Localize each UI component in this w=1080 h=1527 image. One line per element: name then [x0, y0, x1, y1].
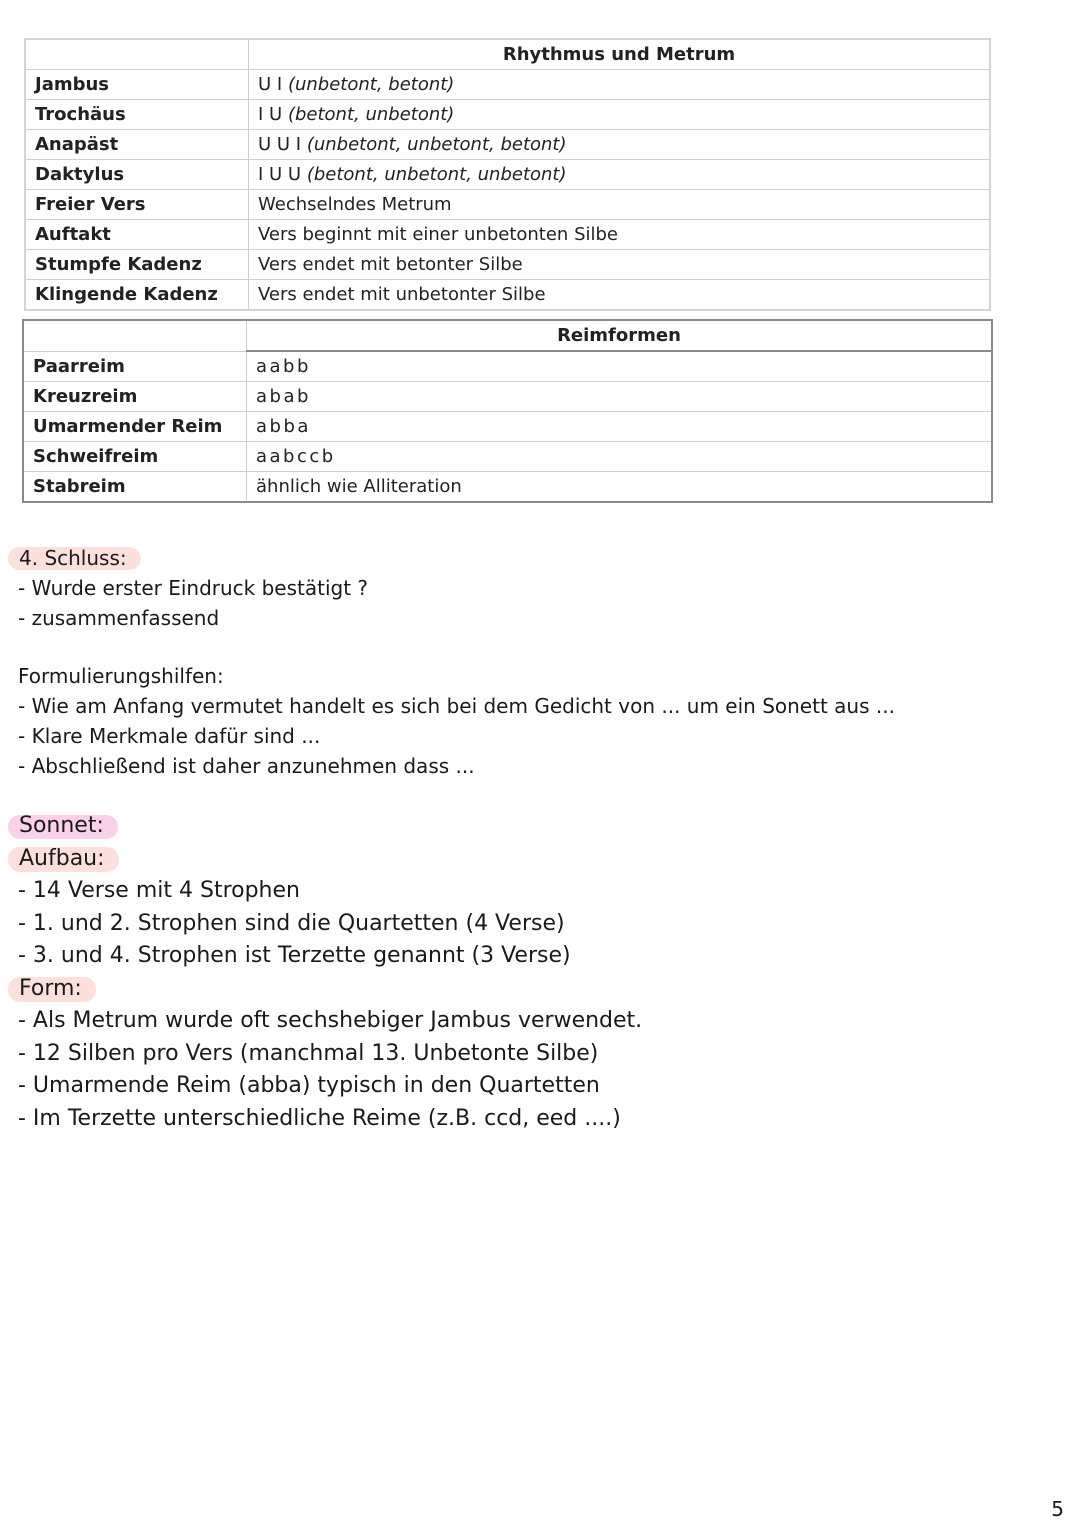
- term-cell: Klingende Kadenz: [25, 280, 249, 311]
- term-cell: Daktylus: [25, 160, 249, 190]
- term-cell: Kreuzreim: [23, 382, 247, 412]
- term-cell: Paarreim: [23, 351, 247, 382]
- table-row: [23, 442, 992, 472]
- formulierungshilfen-section: [18, 661, 895, 781]
- sonnet-heading-line: [18, 810, 642, 843]
- table-row: [25, 160, 990, 190]
- rhythm-metrum-table: [24, 38, 991, 311]
- value-cell: Vers beginnt mit einer unbetonten Silbe: [249, 220, 991, 250]
- list-item: - 12 Silben pro Vers (manchmal 13. Unbetonte Silbe): [18, 1040, 599, 1066]
- aufbau-heading-line: [18, 843, 642, 876]
- list-item: - 3. und 4. Strophen ist Terzette genannt (3 Verse): [18, 943, 571, 968]
- rhyme-scheme-cell: abab: [247, 382, 993, 412]
- list-item: - Im Terzette unterschiedliche Reime (z.B. ccd, eed ....): [18, 1105, 621, 1131]
- list-item: - Als Metrum wurde oft sechshebiger Jambus verwendet.: [18, 1008, 643, 1033]
- form-heading-line: [18, 973, 642, 1006]
- schluss-section: [18, 543, 368, 633]
- meter-description: (betont, unbetont): [287, 104, 455, 125]
- term-cell: Stabreim: [23, 472, 247, 503]
- page-number: 5: [1051, 1497, 1064, 1521]
- meter-description: (betont, unbetont, unbetont): [306, 164, 567, 185]
- term-cell: Schweifreim: [23, 442, 247, 472]
- term-cell: Anapäst: [25, 130, 249, 160]
- reimformen-table: [22, 319, 993, 503]
- table-header-empty: [23, 320, 247, 351]
- table-row: [25, 280, 990, 311]
- rhyme-scheme-cell: aabccb: [247, 442, 993, 472]
- list-item: - Umarmende Reim (abba) typisch in den Quartetten: [18, 1073, 600, 1098]
- value-cell: Wechselndes Metrum: [249, 190, 991, 220]
- list-item: - Wurde erster Eindruck bestätigt ?: [18, 576, 369, 600]
- term-cell: Auftakt: [25, 220, 249, 250]
- meter-symbol: U I: [258, 74, 283, 95]
- meter-symbol: I U: [258, 104, 283, 125]
- table-row: [25, 70, 990, 100]
- table-row: [23, 472, 992, 503]
- schluss-heading: 4. Schluss:: [18, 543, 141, 573]
- list-item: - Wie am Anfang vermutet handelt es sich bei dem Gedicht von ... um ein Sonett aus ...: [18, 694, 895, 718]
- list-item: - 14 Verse mit 4 Strophen: [18, 878, 300, 903]
- list-item: - Klare Merkmale dafür sind ...: [18, 724, 321, 748]
- table-row: [25, 100, 990, 130]
- table-row: [25, 130, 990, 160]
- rhythm-table-title: Rhythmus und Metrum: [249, 39, 991, 70]
- rhyme-scheme-cell: aabb: [247, 351, 993, 382]
- term-cell: Umarmender Reim: [23, 412, 247, 442]
- sonnet-heading: Sonnet:: [18, 810, 118, 843]
- value-cell: Vers endet mit betonter Silbe: [249, 250, 991, 280]
- term-cell: Freier Vers: [25, 190, 249, 220]
- schluss-heading-line: [18, 543, 368, 573]
- term-cell: Trochäus: [25, 100, 249, 130]
- table-header-row: [25, 39, 990, 70]
- value-cell: [249, 130, 991, 160]
- table-header-empty: [25, 39, 249, 70]
- rhyme-scheme-cell: ähnlich wie Alliteration: [247, 472, 993, 503]
- meter-symbol: U U I: [258, 134, 302, 155]
- sonnet-section: [18, 810, 642, 1135]
- meter-symbol: I U U: [258, 164, 302, 185]
- list-item: - Abschließend ist daher anzunehmen dass ...: [18, 754, 475, 778]
- rhyme-scheme-cell: abba: [247, 412, 993, 442]
- term-cell: Jambus: [25, 70, 249, 100]
- list-item: - 1. und 2. Strophen sind die Quartetten (4 Verse): [18, 910, 565, 936]
- value-cell: [249, 100, 991, 130]
- form-heading: Form:: [18, 973, 96, 1006]
- meter-description: (unbetont, unbetont, betont): [306, 134, 567, 155]
- reim-table-title: Reimformen: [247, 320, 993, 351]
- meter-description: (unbetont, betont): [287, 74, 455, 95]
- table-header-row: [23, 320, 992, 351]
- formulierungshilfen-heading: Formulierungshilfen:: [18, 664, 224, 688]
- table-row: [25, 220, 990, 250]
- table-row: [23, 412, 992, 442]
- table-row: [23, 351, 992, 382]
- term-cell: Stumpfe Kadenz: [25, 250, 249, 280]
- table-row: [25, 250, 990, 280]
- aufbau-heading: Aufbau:: [18, 843, 119, 876]
- table-row: [23, 382, 992, 412]
- value-cell: Vers endet mit unbetonter Silbe: [249, 280, 991, 311]
- list-item: - zusammenfassend: [18, 606, 220, 630]
- value-cell: [249, 160, 991, 190]
- value-cell: [249, 70, 991, 100]
- table-row: [25, 190, 990, 220]
